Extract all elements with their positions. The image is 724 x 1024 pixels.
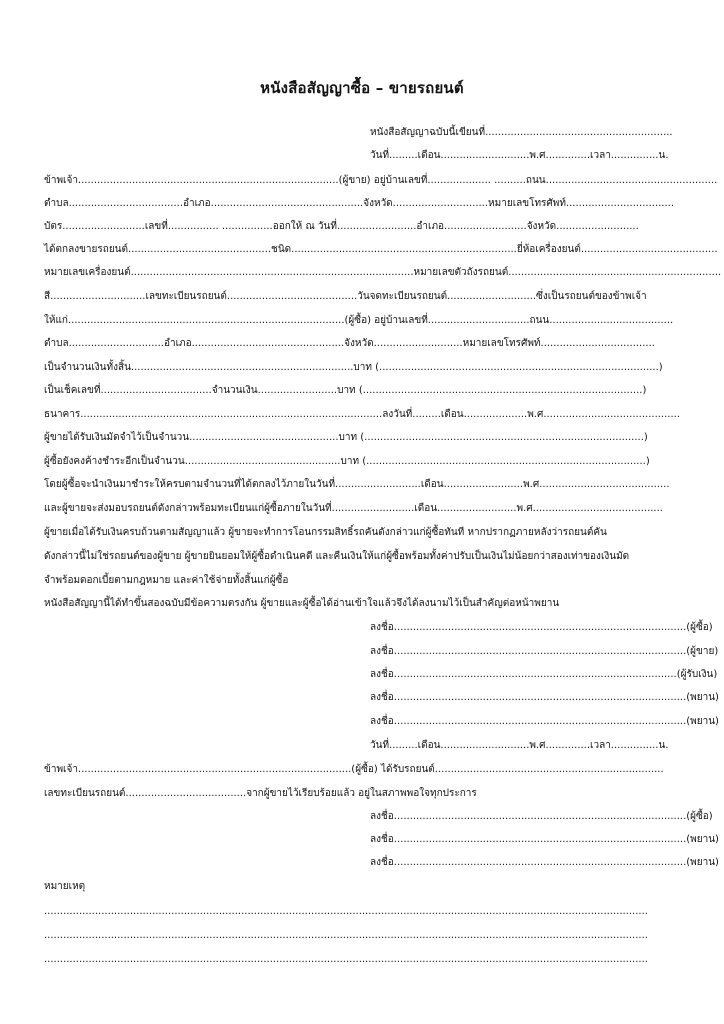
document-title: หนังสือสัญญาซื้อ – ขายรถยนต์ [260, 79, 464, 97]
signature-seller: ลงชื่อ............................................................................................(ผู้ขาย) [370, 646, 719, 657]
signature-witness-4: ลงชื่อ............................................................................................(พยาน) [370, 857, 719, 868]
clause-line-1: ผู้ขายเมื่อได้รับเงินครบถ้วนตามสัญญาแล้ว ผู้ขายจะทำการโอนกรรมสิทธิ์รถคันดังกล่าวแก่ผู้ซื้อทันที หากปรากฏภายหลังว่ารถยนต์คัน [44, 527, 607, 538]
id-card-line: บัตร..........................เลขที่................ ................ออกให้ ณ วันที่.........................อำเภอ..........................จังหวัด.......................... [44, 221, 639, 232]
remarks-line-1: .............................................................................................................................................................................................. [44, 906, 648, 917]
seller-address-line: ตำบล....................................อำเภอ................................................จังหวัด..............................หมายเลขโทรศัพท์.................................. [44, 198, 675, 209]
date-line: วันที่.........เดือน............................พ.ศ..............เวลา...............น. [370, 150, 669, 161]
remarks-line-3: .............................................................................................................................................................................................. [44, 954, 648, 965]
delivery-line: และผู้ขายจะส่งมอบรถยนต์ดังกล่าวพร้อมทะเบียนแก่ผู้ซื้อภายในวันที่..........................เดือน.........................พ.ศ......................................... [44, 503, 663, 514]
buyer-line: ให้แก่.......................................................................................(ผู้ซื้อ) อยู่บ้านเลขที่................................ถนน....................................... [44, 315, 674, 326]
total-amount-line: เป็นจำนวนเงินทั้งสิ้น......................................................................บาท (........................................................................................) [44, 362, 663, 373]
receipt-registration-line: เลขทะเบียนรถยนต์......................................จากผู้ขายไว้เรียบร้อยแล้ว อยู่ในสภาพพอใจทุกประการ [44, 788, 477, 799]
car-type-line: ได้ตกลงขายรถยนต์.............................................ชนิด.......................................................................ยี่ห้อเครื่องยนต์........................................... [44, 244, 718, 255]
payment-due-line: โดยผู้ซื้อจะนำเงินมาชำระให้ครบตามจำนวนที่ได้ตกลงไว้ภายในวันที่...........................เดือน.........................พ.ศ......................................... [44, 479, 670, 490]
signature-receiver: ลงชื่อ.........................................................................................(ผู้รับเงิน) [370, 669, 718, 680]
color-registration-line: สี..............................เลขทะเบียนรถยนต์.........................................วันจดทะเบียนรถยนต์............................ซึ่งเป็นรถยนต์ของข้าพเจ้า [44, 291, 647, 302]
date-line-2: วันที่.........เดือน............................พ.ศ..............เวลา...............น. [370, 740, 669, 751]
balance-line: ผู้ซื้อยังคงค้างชำระอีกเป็นจำนวน.................................................บาท (........................................................................................) [44, 456, 650, 467]
clause-line-3: จำพร้อมดอกเบี้ยตามกฎหมาย และค่าใช้จ่ายทั้งสิ้นแก่ผู้ซื้อ [44, 575, 289, 586]
engine-number-line: หมายเลขเครื่องยนต์.........................................................................................หมายเลขตัวถังรถยนต์................................................................... [44, 267, 722, 278]
remarks-label: หมายเหตุ [44, 881, 86, 892]
bank-line: ธนาคาร...............................................................................................ลงวันที่.........เดือน....................พ.ศ........................................... [44, 409, 681, 420]
clause-line-4: หนังสือสัญญานี้ได้ทำขึ้นสองฉบับมีข้อความตรงกัน ผู้ขายและผู้ซื้อได้อ่านเข้าใจแล้วจึงได้ลงนามไว้เป็นสำคัญต่อหน้าพยาน [44, 598, 560, 609]
cheque-line: เป็นเช็คเลขที่...................................จำนวนเงิน.........................บาท (........................................................................................) [44, 385, 647, 396]
remarks-line-2: .............................................................................................................................................................................................. [44, 930, 648, 941]
seller-line: ข้าพเจ้า..................................................................................(ผู้ขาย) อยู่บ้านเลขที่.................... ..........ถนน...................................................... [44, 175, 718, 186]
deposit-line: ผู้ขายได้รับเงินมัดจำไว้เป็นจำนวน...............................................บาท (........................................................................................) [44, 432, 648, 443]
signature-buyer: ลงชื่อ............................................................................................(ผู้ซื้อ) [370, 622, 713, 633]
clause-line-2: ดังกล่าวนี้ไม่ใช่รถยนต์ของผู้ขาย ผู้ขายยินยอมให้ผู้ซื้อดำเนินคดี และคืนเงินให้แก่ผู้ซื้อพร้อมทั้งค่าปรับเป็นเงินไม่น้อยกว่าสองเท่าของเงินมัด [44, 551, 630, 562]
signature-witness-3: ลงชื่อ............................................................................................(พยาน) [370, 834, 719, 845]
signature-witness-2: ลงชื่อ............................................................................................(พยาน) [370, 716, 719, 727]
signature-witness-1: ลงชื่อ............................................................................................(พยาน) [370, 692, 719, 703]
receipt-line: ข้าพเจ้า......................................................................................(ผู้ซื้อ) ได้รับรถยนต์........................................................................ [44, 764, 664, 775]
signature-buyer-2: ลงชื่อ............................................................................................(ผู้ซื้อ) [370, 811, 713, 822]
written-at-line: หนังสือสัญญาฉบับนี้เขียนที่........................................................... [370, 127, 673, 138]
buyer-address-line: ตำบล..............................อำเภอ................................................จังหวัด............................หมายเลขโทรศัพท์.................................... [44, 338, 655, 349]
